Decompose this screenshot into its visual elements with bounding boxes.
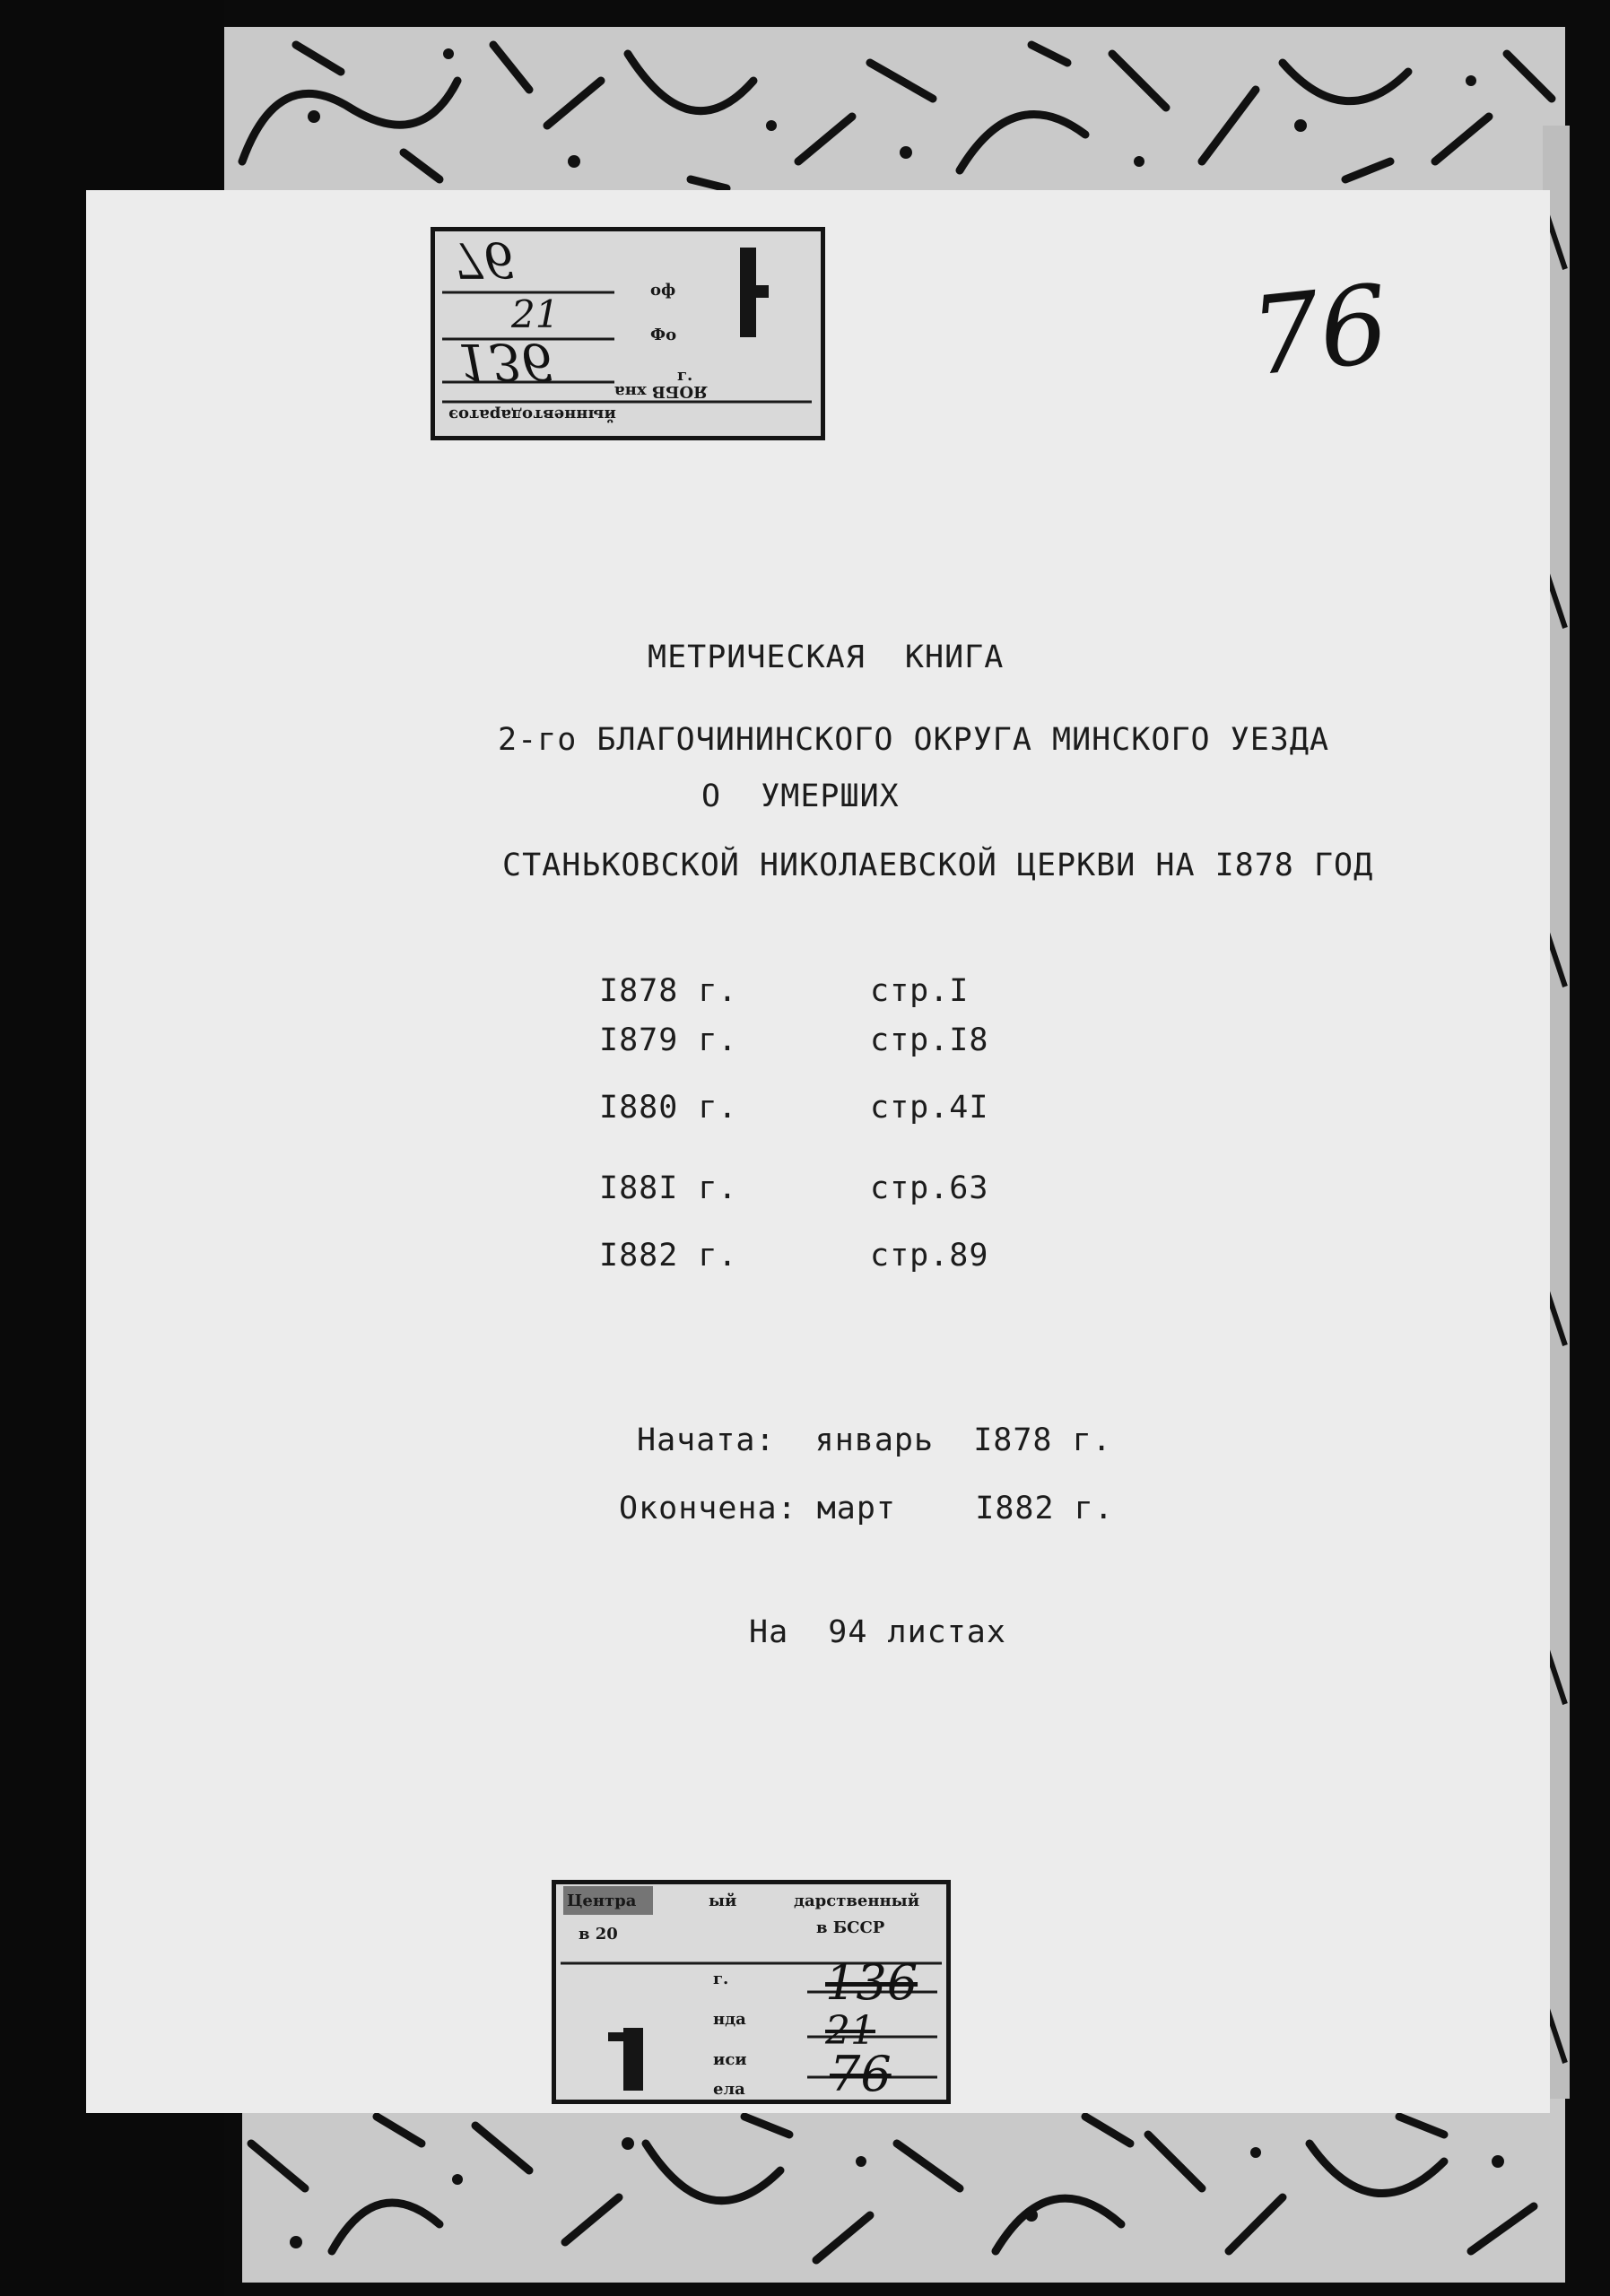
sheet-count: На 94 листах — [749, 1614, 1006, 1650]
contents-year: I88I г. — [599, 1170, 738, 1206]
contents-page: стр.4I — [870, 1090, 989, 1126]
contents-page: стр.89 — [870, 1238, 989, 1274]
document-subtitle-deceased: О УМЕРШИХ — [701, 778, 900, 814]
stamp-text: г. — [713, 1970, 729, 1988]
stamp-text: ЯОБВ хна — [614, 382, 708, 401]
marbled-cover-top — [224, 27, 1565, 202]
stamp-text: иси — [713, 2050, 747, 2069]
stamp-text: нда — [713, 2010, 746, 2029]
handwritten-opis-number: 21 — [511, 292, 560, 336]
stamp-text: Центра — [567, 1892, 637, 1910]
stamp-text: оф — [650, 281, 676, 300]
stamp-text: в 20 — [579, 1925, 618, 1944]
handwritten-opis-number: 21 — [825, 2008, 875, 2054]
contents-page: стр.I8 — [870, 1022, 989, 1058]
stamp-text: Фо — [650, 326, 677, 344]
archive-stamp-bottom — [552, 1880, 951, 2104]
stamp-text: г. — [677, 366, 693, 385]
stamp-text: дарственный — [794, 1892, 920, 1910]
document-subtitle-district: 2-го БЛАГОЧИНИНСКОГО ОКРУГА МИНСКОГО УЕЗДА — [498, 722, 1330, 758]
stamp-text: ый — [709, 1892, 737, 1910]
folio-number: 76 — [1245, 262, 1395, 401]
contents-year: I878 г. — [599, 973, 738, 1009]
stamp-text: ела — [713, 2080, 745, 2099]
handwritten-fond-number: 136 — [825, 1954, 918, 2011]
title-sheet — [86, 190, 1550, 2113]
stamp-text: в БССР — [816, 1918, 885, 1937]
end-date: Окончена: март I882 г. — [619, 1491, 1114, 1526]
start-date: Начата: январь I878 г. — [637, 1422, 1112, 1458]
contents-year: I879 г. — [599, 1022, 738, 1058]
contents-year: I880 г. — [599, 1090, 738, 1126]
contents-page: стр.63 — [870, 1170, 989, 1206]
handwritten-delo-number: 76 — [453, 231, 515, 288]
contents-page: стр.I — [870, 973, 970, 1009]
stamp-text: йынневтодаратоэ — [448, 405, 616, 424]
handwritten-fond-number: 136 — [457, 332, 553, 390]
contents-year: I882 г. — [599, 1238, 738, 1274]
archive-stamp-top — [431, 227, 825, 440]
document-title: МЕТРИЧЕСКАЯ КНИГА — [648, 639, 1005, 675]
document-subtitle-church: СТАНЬКОВСКОЙ НИКОЛАЕВСКОЙ ЦЕРКВИ НА I878 ГОД — [502, 848, 1374, 883]
handwritten-delo-number: 76 — [830, 2046, 892, 2102]
marbled-cover-bottom — [242, 2090, 1565, 2283]
